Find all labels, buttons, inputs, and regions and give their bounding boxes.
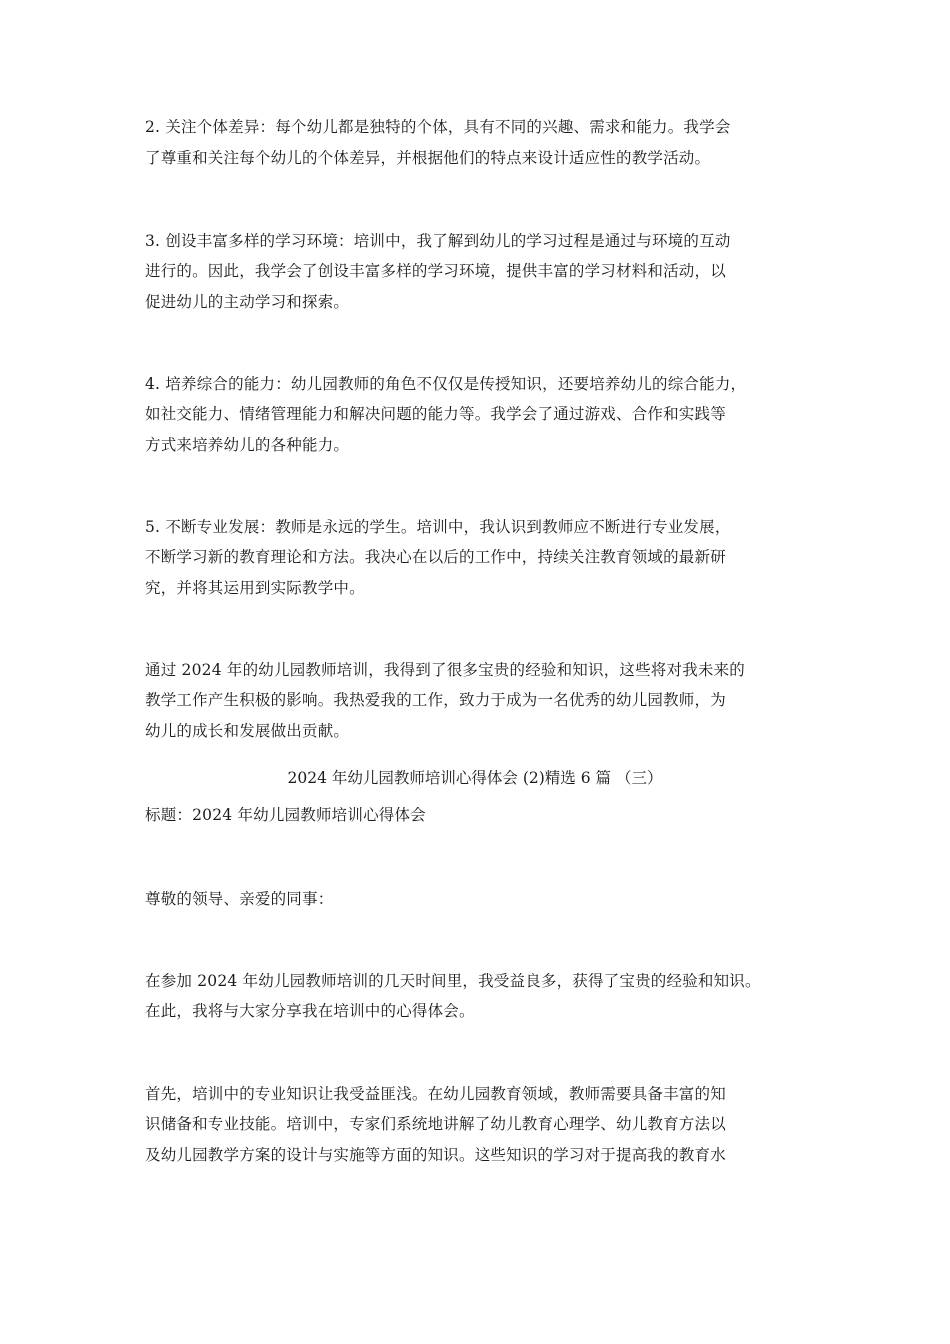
- conclusion-line-1: 通过 2024 年的幼儿园教师培训，我得到了很多宝贵的经验和知识，这些将对我未来的: [145, 661, 746, 679]
- conclusion-line-3: 幼儿的成长和发展做出贡献。: [145, 722, 350, 740]
- section-heading: 2024 年幼儿园教师培训心得体会 (2)精选 6 篇 （三）: [287, 769, 663, 787]
- para4-line-3: 方式来培养幼儿的各种能力。: [145, 436, 350, 454]
- para5-line-3: 究，并将其运用到实际教学中。: [145, 579, 365, 597]
- para3-line-3: 促进幼儿的主动学习和探索。: [145, 293, 350, 311]
- para5-line-1: 5. 不断专业发展：教师是永远的学生。培训中，我认识到教师应不断进行专业发展，: [145, 518, 731, 536]
- intro-line-1: 在参加 2024 年幼儿园教师培训的几天时间里，我受益良多，获得了宝贵的经验和知识。: [145, 972, 761, 990]
- subject-line: 标题：2024 年幼儿园教师培训心得体会: [145, 806, 426, 824]
- para4-line-1: 4. 培养综合的能力：幼儿园教师的角色不仅仅是传授知识，还要培养幼儿的综合能力，: [145, 375, 747, 393]
- salutation: 尊敬的领导、亲爱的同事：: [145, 890, 334, 908]
- first-point-line-3: 及幼儿园教学方案的设计与实施等方面的知识。这些知识的学习对于提高我的教育水: [145, 1146, 726, 1164]
- intro-line-2: 在此，我将与大家分享我在培训中的心得体会。: [145, 1002, 475, 1020]
- para4-line-2: 如社交能力、情绪管理能力和解决问题的能力等。我学会了通过游戏、合作和实践等: [145, 405, 726, 423]
- first-point-line-2: 识储备和专业技能。培训中，专家们系统地讲解了幼儿教育心理学、幼儿教育方法以: [145, 1115, 726, 1133]
- para5-line-2: 不断学习新的教育理论和方法。我决心在以后的工作中，持续关注教育领域的最新研: [145, 548, 726, 566]
- para3-line-2: 进行的。因此，我学会了创设丰富多样的学习环境，提供丰富的学习材料和活动，以: [145, 262, 726, 280]
- conclusion-line-2: 教学工作产生积极的影响。我热爱我的工作，致力于成为一名优秀的幼儿园教师，为: [145, 691, 726, 709]
- para2-line-1: 2. 关注个体差异：每个幼儿都是独特的个体，具有不同的兴趣、需求和能力。我学会: [145, 118, 731, 136]
- para2-line-2: 了尊重和关注每个幼儿的个体差异，并根据他们的特点来设计适应性的教学活动。: [145, 149, 711, 167]
- first-point-line-1: 首先，培训中的专业知识让我受益匪浅。在幼儿园教育领域，教师需要具备丰富的知: [145, 1085, 726, 1103]
- para3-line-1: 3. 创设丰富多样的学习环境：培训中，我了解到幼儿的学习过程是通过与环境的互动: [145, 232, 731, 250]
